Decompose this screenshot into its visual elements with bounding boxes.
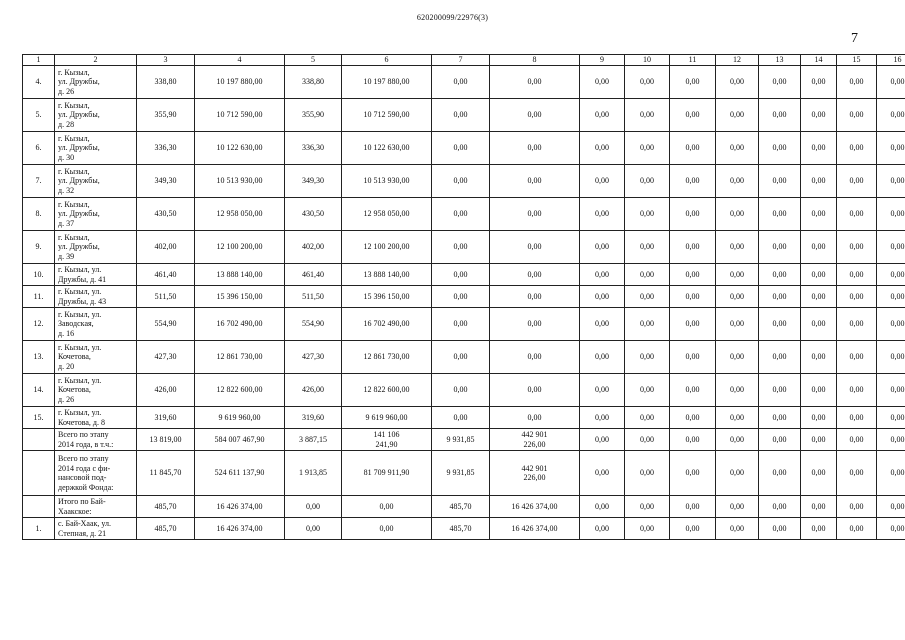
value-cell: 0,00 <box>490 286 580 308</box>
value-cell: 0,00 <box>342 496 432 518</box>
value-cell: 0,00 <box>625 308 670 341</box>
value-cell: 0,00 <box>716 407 759 429</box>
value-cell: 0,00 <box>837 308 877 341</box>
value-cell: 0,00 <box>580 407 625 429</box>
row-number-cell: 7. <box>23 165 55 198</box>
value-cell: 0,00 <box>432 341 490 374</box>
table-row <box>23 66 905 99</box>
row-number-cell <box>23 496 55 518</box>
value-cell: 349,30 <box>137 165 195 198</box>
row-number-cell: 11. <box>23 286 55 308</box>
value-cell: 0,00 <box>801 165 837 198</box>
address-cell: г. Кызыл, ул. Дружбы, д. 26 <box>55 66 137 99</box>
value-cell: 0,00 <box>625 99 670 132</box>
row-number-cell: 6. <box>23 132 55 165</box>
value-cell: 485,70 <box>137 518 195 540</box>
value-cell: 0,00 <box>801 429 837 451</box>
row-number-cell: 14. <box>23 374 55 407</box>
column-header-4: 4 <box>195 55 285 66</box>
column-header-13: 13 <box>759 55 801 66</box>
value-cell: 0,00 <box>670 429 716 451</box>
row-number-cell: 5. <box>23 99 55 132</box>
value-cell: 0,00 <box>670 496 716 518</box>
value-cell: 0,00 <box>877 264 905 286</box>
value-cell: 0,00 <box>716 231 759 264</box>
value-cell: 0,00 <box>432 198 490 231</box>
value-cell: 0,00 <box>670 132 716 165</box>
table-row <box>23 429 905 451</box>
value-cell: 3 887,15 <box>285 429 342 451</box>
value-cell: 10 197 880,00 <box>342 66 432 99</box>
value-cell: 0,00 <box>490 132 580 165</box>
value-cell: 0,00 <box>759 132 801 165</box>
value-cell: 0,00 <box>625 132 670 165</box>
value-cell: 0,00 <box>580 66 625 99</box>
address-cell: г. Кызыл, ул. Дружбы, д. 39 <box>55 231 137 264</box>
value-cell: 0,00 <box>432 308 490 341</box>
value-cell: 0,00 <box>716 132 759 165</box>
value-cell: 0,00 <box>716 99 759 132</box>
page-number: 7 <box>851 31 858 46</box>
column-header-9: 9 <box>580 55 625 66</box>
value-cell: 0,00 <box>490 231 580 264</box>
value-cell: 0,00 <box>580 165 625 198</box>
value-cell: 0,00 <box>625 286 670 308</box>
value-cell: 0,00 <box>490 66 580 99</box>
row-number-cell <box>23 429 55 451</box>
address-cell: г. Кызыл, ул. Дружбы, д. 32 <box>55 165 137 198</box>
address-cell: г. Кызыл, ул. Дружбы, д. 43 <box>55 286 137 308</box>
row-number-cell: 12. <box>23 308 55 341</box>
value-cell: 0,00 <box>759 518 801 540</box>
column-header-7: 7 <box>432 55 490 66</box>
value-cell: 0,00 <box>877 99 905 132</box>
value-cell: 0,00 <box>580 99 625 132</box>
value-cell: 0,00 <box>432 407 490 429</box>
value-cell: 0,00 <box>759 99 801 132</box>
value-cell: 12 100 200,00 <box>195 231 285 264</box>
value-cell: 13 888 140,00 <box>195 264 285 286</box>
value-cell: 0,00 <box>716 429 759 451</box>
value-cell: 10 513 930,00 <box>195 165 285 198</box>
row-number-cell: 1. <box>23 518 55 540</box>
value-cell: 0,00 <box>490 407 580 429</box>
value-cell: 0,00 <box>877 231 905 264</box>
address-cell: г. Кызыл, ул. Кочетова, д. 20 <box>55 341 137 374</box>
value-cell: 10 122 630,00 <box>342 132 432 165</box>
row-number-cell: 10. <box>23 264 55 286</box>
value-cell: 511,50 <box>285 286 342 308</box>
value-cell: 0,00 <box>580 308 625 341</box>
value-cell: 0,00 <box>625 165 670 198</box>
value-cell: 0,00 <box>759 286 801 308</box>
value-cell: 0,00 <box>670 264 716 286</box>
address-cell: с. Бай-Хаак, ул. Степная, д. 21 <box>55 518 137 540</box>
value-cell: 430,50 <box>285 198 342 231</box>
value-cell: 0,00 <box>801 451 837 496</box>
value-cell: 338,80 <box>137 66 195 99</box>
row-number-cell: 9. <box>23 231 55 264</box>
address-cell: г. Кызыл, ул. Заводская, д. 16 <box>55 308 137 341</box>
value-cell: 9 619 960,00 <box>342 407 432 429</box>
column-header-3: 3 <box>137 55 195 66</box>
table-row <box>23 496 905 518</box>
value-cell: 11 845,70 <box>137 451 195 496</box>
value-cell: 0,00 <box>670 518 716 540</box>
row-number-cell: 13. <box>23 341 55 374</box>
value-cell: 13 888 140,00 <box>342 264 432 286</box>
value-cell: 0,00 <box>716 451 759 496</box>
value-cell: 402,00 <box>285 231 342 264</box>
value-cell: 426,00 <box>137 374 195 407</box>
value-cell: 0,00 <box>490 341 580 374</box>
value-cell: 0,00 <box>580 198 625 231</box>
value-cell: 0,00 <box>801 286 837 308</box>
address-cell: Итого по Бай- Хаакское: <box>55 496 137 518</box>
value-cell: 10 513 930,00 <box>342 165 432 198</box>
value-cell: 554,90 <box>285 308 342 341</box>
value-cell: 0,00 <box>837 198 877 231</box>
value-cell: 584 007 467,90 <box>195 429 285 451</box>
value-cell: 0,00 <box>801 231 837 264</box>
value-cell: 0,00 <box>837 66 877 99</box>
value-cell: 0,00 <box>716 518 759 540</box>
address-cell: Всего по этапу 2014 года с фи- нансовой под- держкой Фонда: <box>55 451 137 496</box>
table-row <box>23 198 905 231</box>
value-cell: 0,00 <box>625 374 670 407</box>
value-cell: 0,00 <box>801 341 837 374</box>
value-cell: 12 958 050,00 <box>195 198 285 231</box>
table-row <box>23 231 905 264</box>
value-cell: 0,00 <box>877 429 905 451</box>
column-header-10: 10 <box>625 55 670 66</box>
value-cell: 485,70 <box>432 496 490 518</box>
address-cell: Всего по этапу 2014 года, в т.ч.: <box>55 429 137 451</box>
value-cell: 355,90 <box>137 99 195 132</box>
value-cell: 10 712 590,00 <box>342 99 432 132</box>
value-cell: 12 861 730,00 <box>195 341 285 374</box>
table-row <box>23 451 905 496</box>
column-header-1: 1 <box>23 55 55 66</box>
value-cell: 0,00 <box>801 264 837 286</box>
value-cell: 0,00 <box>490 165 580 198</box>
table-row <box>23 165 905 198</box>
value-cell: 81 709 911,90 <box>342 451 432 496</box>
value-cell: 0,00 <box>625 341 670 374</box>
value-cell: 485,70 <box>137 496 195 518</box>
value-cell: 0,00 <box>432 66 490 99</box>
value-cell: 0,00 <box>580 231 625 264</box>
value-cell: 9 619 960,00 <box>195 407 285 429</box>
value-cell: 1 913,85 <box>285 451 342 496</box>
value-cell: 0,00 <box>670 99 716 132</box>
value-cell: 0,00 <box>716 198 759 231</box>
value-cell: 0,00 <box>625 66 670 99</box>
table-row <box>23 341 905 374</box>
address-cell: г. Кызыл, ул. Дружбы, д. 37 <box>55 198 137 231</box>
value-cell: 0,00 <box>670 198 716 231</box>
value-cell: 319,60 <box>285 407 342 429</box>
value-cell: 0,00 <box>759 341 801 374</box>
value-cell: 0,00 <box>432 231 490 264</box>
value-cell: 0,00 <box>670 451 716 496</box>
value-cell: 0,00 <box>801 99 837 132</box>
value-cell: 0,00 <box>342 518 432 540</box>
value-cell: 0,00 <box>432 132 490 165</box>
column-header-12: 12 <box>716 55 759 66</box>
value-cell: 0,00 <box>837 341 877 374</box>
value-cell: 0,00 <box>801 374 837 407</box>
value-cell: 0,00 <box>837 165 877 198</box>
table-body <box>23 66 905 540</box>
value-cell: 12 958 050,00 <box>342 198 432 231</box>
value-cell: 0,00 <box>716 165 759 198</box>
value-cell: 0,00 <box>877 374 905 407</box>
value-cell: 0,00 <box>801 308 837 341</box>
value-cell: 0,00 <box>801 198 837 231</box>
value-cell: 511,50 <box>137 286 195 308</box>
value-cell: 0,00 <box>625 264 670 286</box>
value-cell: 0,00 <box>801 496 837 518</box>
value-cell: 554,90 <box>137 308 195 341</box>
value-cell: 430,50 <box>137 198 195 231</box>
value-cell: 0,00 <box>625 496 670 518</box>
value-cell: 0,00 <box>625 451 670 496</box>
value-cell: 12 822 600,00 <box>195 374 285 407</box>
value-cell: 0,00 <box>432 165 490 198</box>
value-cell: 0,00 <box>801 66 837 99</box>
value-cell: 9 931,85 <box>432 429 490 451</box>
row-number-cell: 4. <box>23 66 55 99</box>
value-cell: 0,00 <box>625 429 670 451</box>
value-cell: 0,00 <box>759 308 801 341</box>
value-cell: 0,00 <box>670 374 716 407</box>
value-cell: 12 861 730,00 <box>342 341 432 374</box>
value-cell: 16 426 374,00 <box>490 496 580 518</box>
row-number-cell: 15. <box>23 407 55 429</box>
value-cell: 0,00 <box>877 341 905 374</box>
value-cell: 0,00 <box>801 132 837 165</box>
value-cell: 0,00 <box>759 165 801 198</box>
value-cell: 0,00 <box>837 451 877 496</box>
value-cell: 0,00 <box>837 99 877 132</box>
value-cell: 336,30 <box>137 132 195 165</box>
value-cell: 0,00 <box>759 451 801 496</box>
value-cell: 0,00 <box>759 231 801 264</box>
value-cell: 461,40 <box>285 264 342 286</box>
value-cell: 16 426 374,00 <box>490 518 580 540</box>
value-cell: 0,00 <box>490 264 580 286</box>
value-cell: 9 931,85 <box>432 451 490 496</box>
value-cell: 0,00 <box>877 407 905 429</box>
value-cell: 0,00 <box>837 231 877 264</box>
value-cell: 426,00 <box>285 374 342 407</box>
column-header-11: 11 <box>670 55 716 66</box>
value-cell: 16 702 490,00 <box>342 308 432 341</box>
value-cell: 0,00 <box>837 374 877 407</box>
value-cell: 0,00 <box>877 496 905 518</box>
value-cell: 524 611 137,90 <box>195 451 285 496</box>
value-cell: 0,00 <box>877 286 905 308</box>
address-cell: г. Кызыл, ул. Дружбы, д. 30 <box>55 132 137 165</box>
data-table <box>22 54 905 540</box>
value-cell: 0,00 <box>877 518 905 540</box>
value-cell: 0,00 <box>837 264 877 286</box>
value-cell: 0,00 <box>759 374 801 407</box>
value-cell: 0,00 <box>580 374 625 407</box>
column-header-15: 15 <box>837 55 877 66</box>
value-cell: 0,00 <box>580 518 625 540</box>
value-cell: 0,00 <box>490 374 580 407</box>
value-cell: 0,00 <box>670 286 716 308</box>
value-cell: 0,00 <box>670 341 716 374</box>
value-cell: 15 396 150,00 <box>195 286 285 308</box>
table-row <box>23 132 905 165</box>
value-cell: 0,00 <box>670 407 716 429</box>
table-row <box>23 374 905 407</box>
value-cell: 0,00 <box>625 231 670 264</box>
value-cell: 461,40 <box>137 264 195 286</box>
row-number-cell <box>23 451 55 496</box>
value-cell: 0,00 <box>490 99 580 132</box>
value-cell: 0,00 <box>580 496 625 518</box>
value-cell: 0,00 <box>837 407 877 429</box>
value-cell: 0,00 <box>837 132 877 165</box>
value-cell: 0,00 <box>716 286 759 308</box>
value-cell: 0,00 <box>625 407 670 429</box>
value-cell: 0,00 <box>625 198 670 231</box>
address-cell: г. Кызыл, ул. Дружбы, д. 28 <box>55 99 137 132</box>
value-cell: 0,00 <box>490 308 580 341</box>
value-cell: 0,00 <box>716 374 759 407</box>
value-cell: 355,90 <box>285 99 342 132</box>
value-cell: 0,00 <box>877 165 905 198</box>
value-cell: 0,00 <box>580 286 625 308</box>
value-cell: 13 819,00 <box>137 429 195 451</box>
value-cell: 0,00 <box>625 518 670 540</box>
value-cell: 12 100 200,00 <box>342 231 432 264</box>
value-cell: 0,00 <box>432 286 490 308</box>
value-cell: 0,00 <box>716 308 759 341</box>
address-cell: г. Кызыл, ул. Кочетова, д. 8 <box>55 407 137 429</box>
value-cell: 0,00 <box>285 518 342 540</box>
value-cell: 0,00 <box>285 496 342 518</box>
value-cell: 0,00 <box>837 429 877 451</box>
value-cell: 0,00 <box>837 518 877 540</box>
value-cell: 0,00 <box>837 496 877 518</box>
value-cell: 427,30 <box>137 341 195 374</box>
value-cell: 0,00 <box>670 66 716 99</box>
column-header-6: 6 <box>342 55 432 66</box>
column-header-8: 8 <box>490 55 580 66</box>
value-cell: 402,00 <box>137 231 195 264</box>
value-cell: 338,80 <box>285 66 342 99</box>
value-cell: 427,30 <box>285 341 342 374</box>
table-row <box>23 407 905 429</box>
value-cell: 0,00 <box>759 66 801 99</box>
value-cell: 0,00 <box>801 518 837 540</box>
value-cell: 141 106 241,90 <box>342 429 432 451</box>
table-row <box>23 99 905 132</box>
document-id: 620200099/22976(3) <box>416 13 489 22</box>
column-header-14: 14 <box>801 55 837 66</box>
row-number-cell: 8. <box>23 198 55 231</box>
column-header-2: 2 <box>55 55 137 66</box>
value-cell: 0,00 <box>580 132 625 165</box>
address-cell: г. Кызыл, ул. Кочетова, д. 26 <box>55 374 137 407</box>
value-cell: 10 712 590,00 <box>195 99 285 132</box>
value-cell: 0,00 <box>432 264 490 286</box>
value-cell: 0,00 <box>670 308 716 341</box>
value-cell: 0,00 <box>877 198 905 231</box>
value-cell: 485,70 <box>432 518 490 540</box>
value-cell: 0,00 <box>432 99 490 132</box>
value-cell: 0,00 <box>432 374 490 407</box>
value-cell: 0,00 <box>877 308 905 341</box>
value-cell: 12 822 600,00 <box>342 374 432 407</box>
value-cell: 0,00 <box>580 451 625 496</box>
table-row <box>23 264 905 286</box>
value-cell: 0,00 <box>580 429 625 451</box>
value-cell: 0,00 <box>837 286 877 308</box>
value-cell: 349,30 <box>285 165 342 198</box>
value-cell: 442 901 226,00 <box>490 451 580 496</box>
value-cell: 16 426 374,00 <box>195 496 285 518</box>
value-cell: 0,00 <box>580 341 625 374</box>
value-cell: 0,00 <box>759 496 801 518</box>
value-cell: 16 426 374,00 <box>195 518 285 540</box>
value-cell: 0,00 <box>716 341 759 374</box>
value-cell: 0,00 <box>670 165 716 198</box>
value-cell: 10 122 630,00 <box>195 132 285 165</box>
value-cell: 0,00 <box>759 264 801 286</box>
value-cell: 10 197 880,00 <box>195 66 285 99</box>
value-cell: 0,00 <box>759 429 801 451</box>
value-cell: 319,60 <box>137 407 195 429</box>
table-row <box>23 518 905 540</box>
value-cell: 0,00 <box>580 264 625 286</box>
address-cell: г. Кызыл, ул. Дружбы, д. 41 <box>55 264 137 286</box>
value-cell: 0,00 <box>801 407 837 429</box>
table-row <box>23 308 905 341</box>
value-cell: 0,00 <box>716 264 759 286</box>
table-header <box>23 55 905 66</box>
value-cell: 0,00 <box>877 66 905 99</box>
value-cell: 336,30 <box>285 132 342 165</box>
column-header-5: 5 <box>285 55 342 66</box>
value-cell: 0,00 <box>490 198 580 231</box>
value-cell: 0,00 <box>716 66 759 99</box>
value-cell: 0,00 <box>877 451 905 496</box>
value-cell: 0,00 <box>716 496 759 518</box>
table-row <box>23 286 905 308</box>
header-row <box>23 55 905 66</box>
value-cell: 0,00 <box>759 198 801 231</box>
value-cell: 442 901 226,00 <box>490 429 580 451</box>
value-cell: 16 702 490,00 <box>195 308 285 341</box>
value-cell: 0,00 <box>759 407 801 429</box>
value-cell: 15 396 150,00 <box>342 286 432 308</box>
value-cell: 0,00 <box>877 132 905 165</box>
value-cell: 0,00 <box>670 231 716 264</box>
column-header-16: 16 <box>877 55 905 66</box>
